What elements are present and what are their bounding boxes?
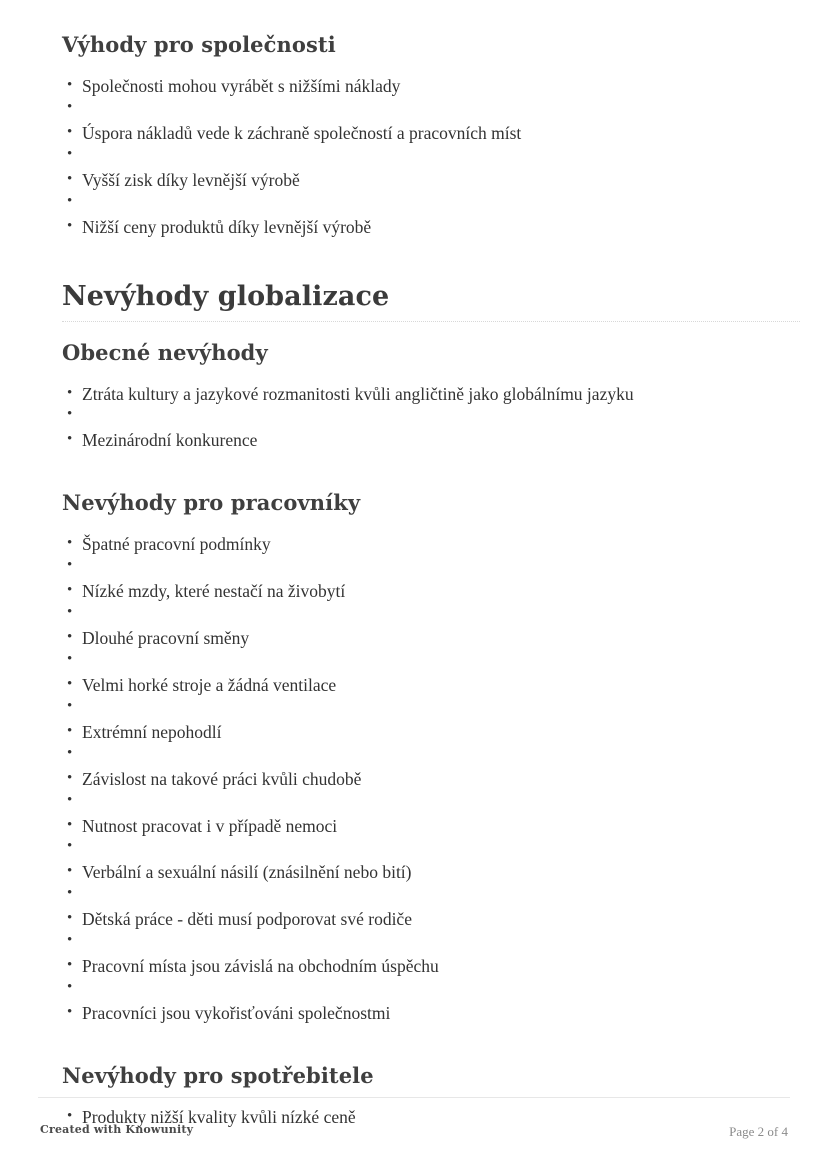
list-spacer — [62, 978, 768, 1003]
section-divider — [62, 321, 800, 322]
list-spacer — [62, 837, 768, 862]
section-heading: Obecné nevýhody — [62, 339, 268, 365]
page-footer — [0, 1097, 828, 1171]
footer-credit: Created with Knowunity — [40, 1123, 194, 1136]
section-vyhody-pro-spolecnosti — [62, 32, 768, 239]
list-spacer — [62, 884, 768, 909]
footer-rule — [38, 1097, 790, 1098]
list-item: • Nízké mzdy, které nestačí na živobytí — [62, 581, 768, 603]
list-item: • Úspora nákladů vede k záchraně společností a pracovních míst — [62, 123, 768, 145]
page-title: Nevýhody globalizace — [62, 280, 390, 312]
list-item: • Závislost na takové práci kvůli chudobě — [62, 769, 768, 791]
list-item: • Mezinárodní konkurence — [62, 430, 768, 452]
list-spacer — [62, 650, 768, 675]
list-spacer — [62, 405, 768, 430]
list-item: • Ztráta kultury a jazykové rozmanitosti kvůli angličtině jako globálnímu jazyku — [62, 384, 768, 406]
list-spacer — [62, 145, 768, 170]
list-item: • Nižší ceny produktů díky levnější výrobě — [62, 217, 768, 239]
list-spacer — [62, 791, 768, 816]
list-spacer — [62, 98, 768, 123]
list-item: • Verbální a sexuální násilí (znásilnění nebo bití) — [62, 862, 768, 884]
list-item: • Dětská práce - děti musí podporovat své rodiče — [62, 909, 768, 931]
list-item: • Pracovní místa jsou závislá na obchodním úspěchu — [62, 956, 768, 978]
bullet-list — [62, 534, 768, 1025]
list-item: • Nutnost pracovat i v případě nemoci — [62, 816, 768, 838]
list-item: • Extrémní nepohodlí — [62, 722, 768, 744]
bullet-list — [62, 384, 768, 453]
list-item: • Velmi horké stroje a žádná ventilace — [62, 675, 768, 697]
list-spacer — [62, 931, 768, 956]
document-body — [62, 32, 768, 1129]
section-obecne-nevyhody — [62, 340, 768, 453]
section-heading: Nevýhody pro spotřebitele — [62, 1062, 374, 1088]
list-spacer — [62, 556, 768, 581]
list-spacer — [62, 744, 768, 769]
list-spacer — [62, 697, 768, 722]
section-heading: Nevýhody pro pracovníky — [62, 490, 361, 516]
section-nevyhody-pro-pracovniky — [62, 490, 768, 1025]
list-item: • Pracovníci jsou vykořisťováni společnostmi — [62, 1003, 768, 1025]
bullet-list — [62, 76, 768, 239]
list-item: • Špatné pracovní podmínky — [62, 534, 768, 556]
section-nevyhody-globalizace — [62, 281, 768, 312]
list-item: • Dlouhé pracovní směny — [62, 628, 768, 650]
footer-page-number: Page 2 of 4 — [729, 1124, 788, 1139]
list-spacer — [62, 192, 768, 217]
list-item: • Společnosti mohou vyrábět s nižšími náklady — [62, 76, 768, 98]
list-item: • Produkty nižší kvality kvůli nízké ceně — [62, 1107, 768, 1129]
list-spacer — [62, 603, 768, 628]
section-heading: Výhody pro společnosti — [62, 32, 336, 57]
list-item: • Vyšší zisk díky levnější výrobě — [62, 170, 768, 192]
